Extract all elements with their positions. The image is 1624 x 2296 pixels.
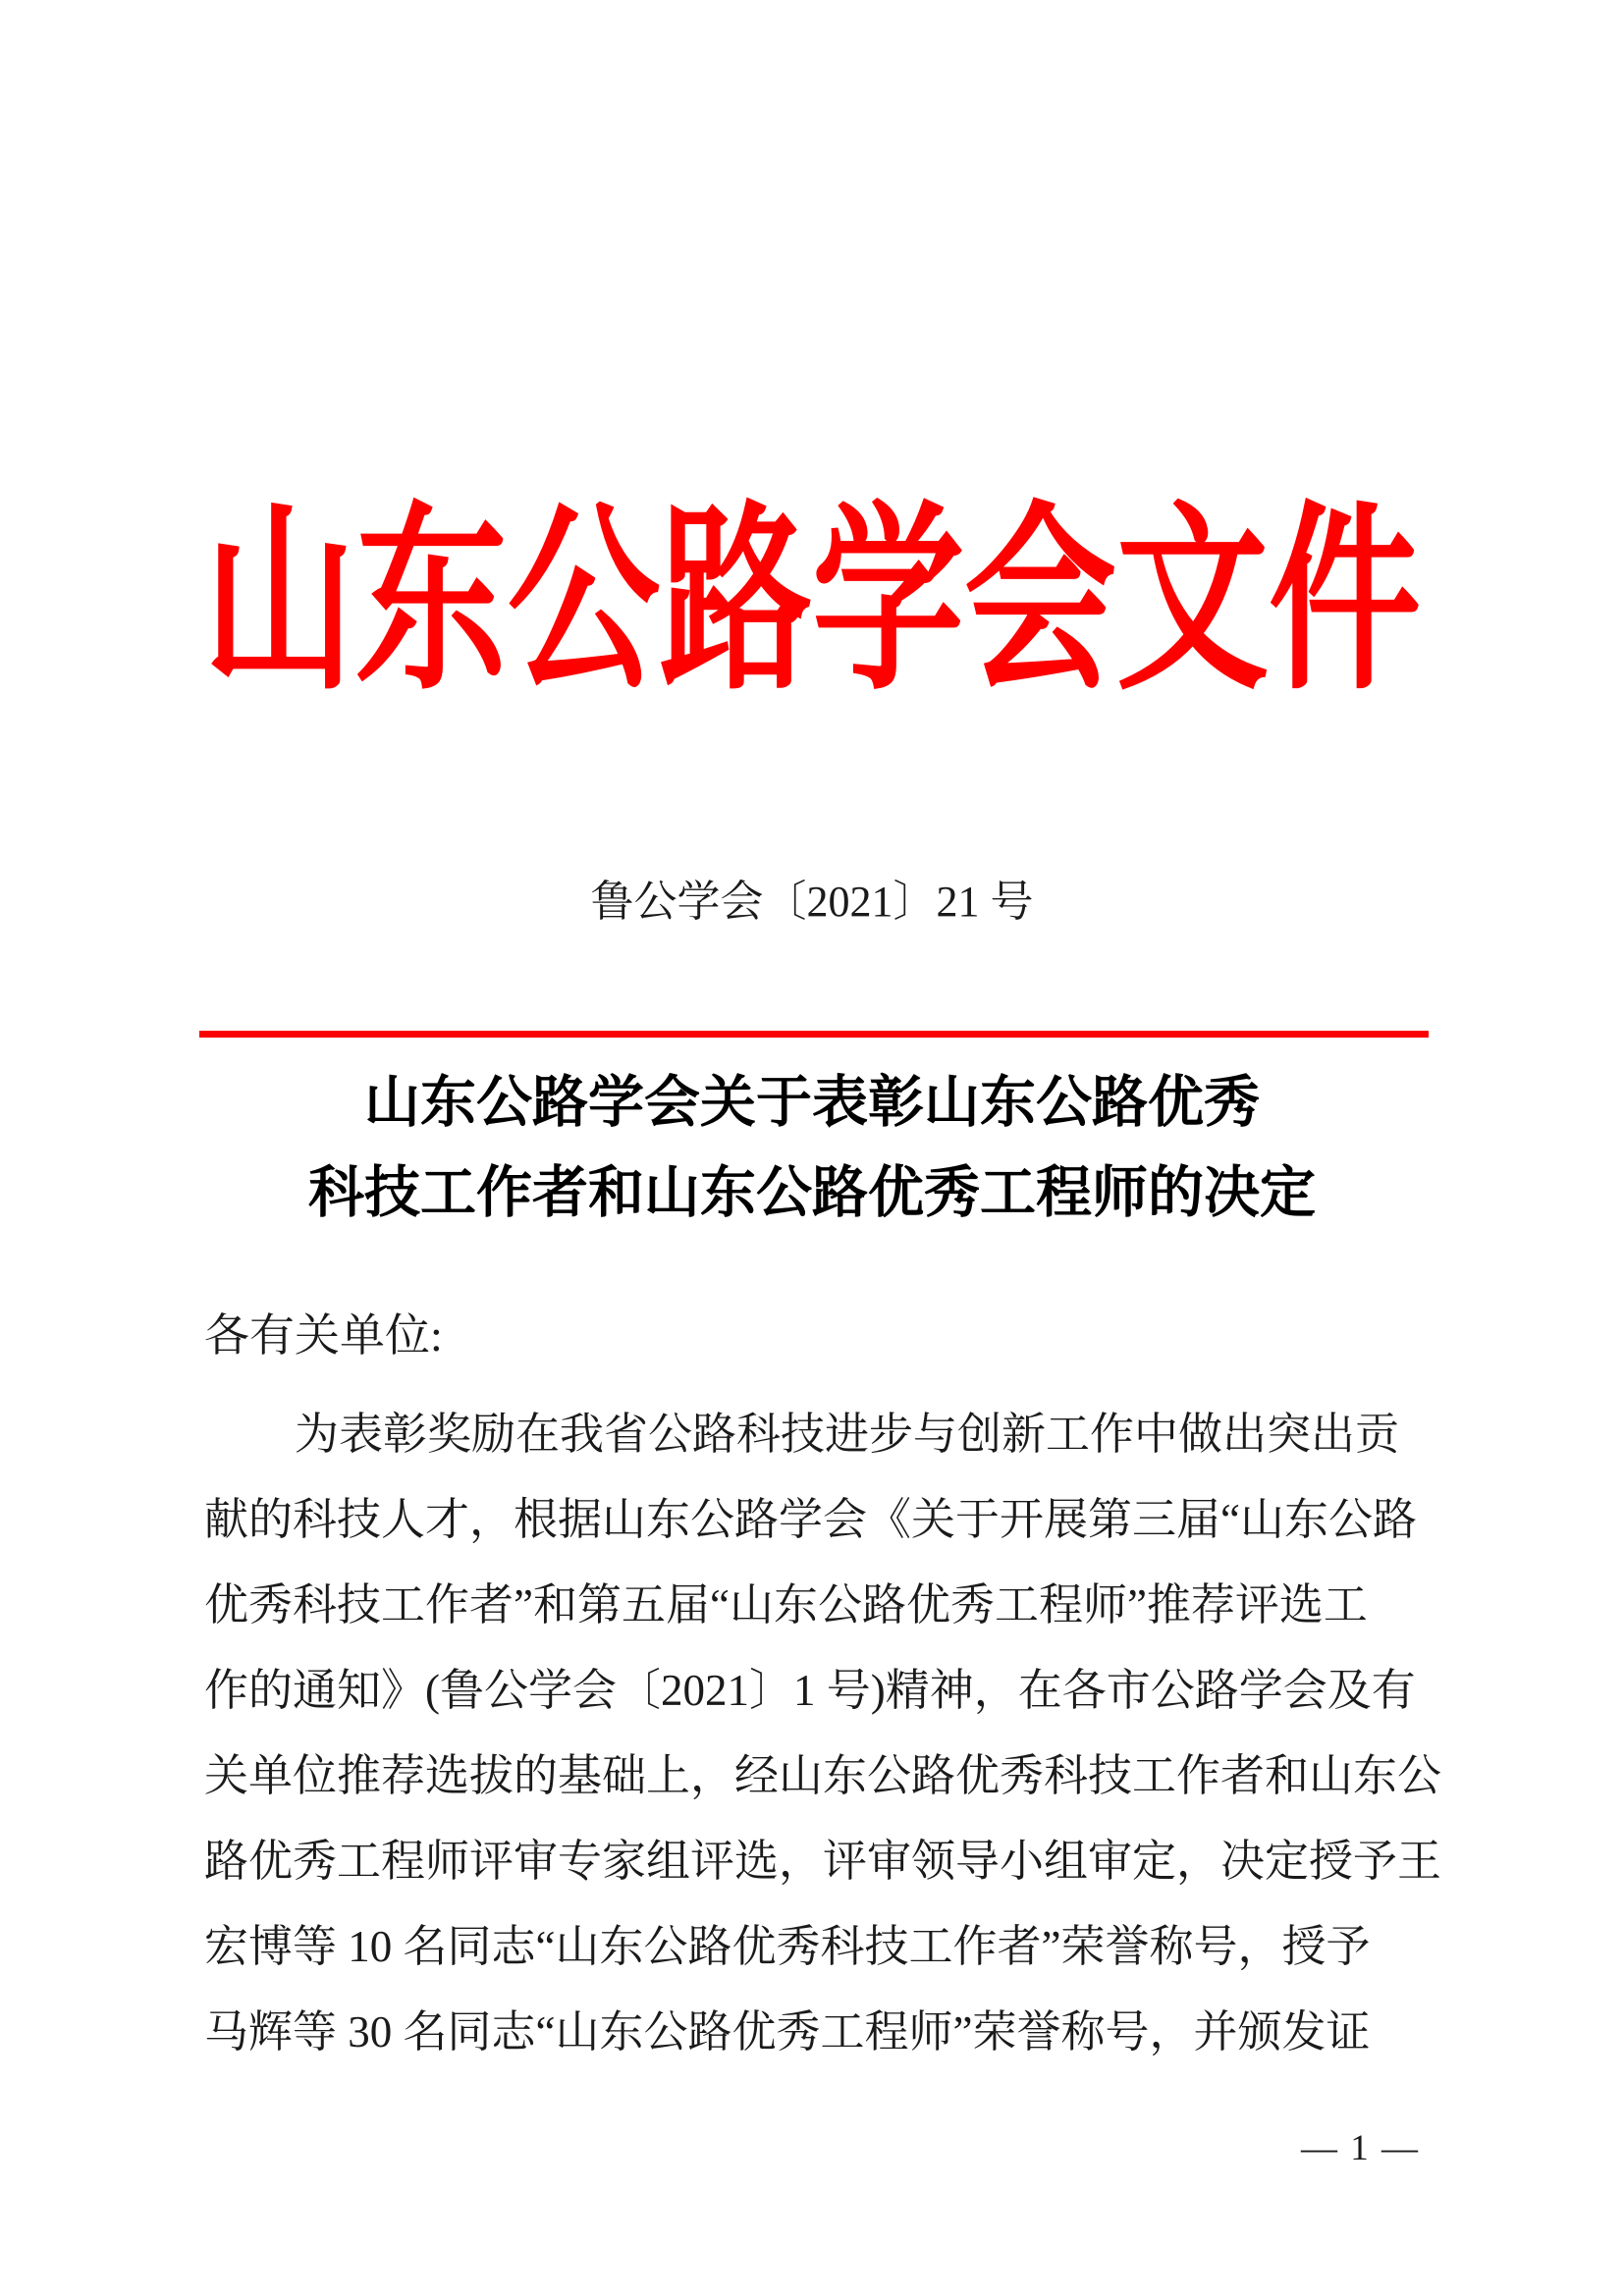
body-line: 作的通知》(鲁公学会〔2021〕1 号)精神，在各市公路学会及有 [204,1666,1416,1715]
document-title-line-2: 科技工作者和山东公路优秀工程师的决定 [308,1162,1316,1224]
body-text [204,1392,1442,2075]
body-line: 宏博等 10 名同志“山东公路优秀科技工作者”荣誉称号，授予 [204,1922,1371,1971]
page-number: — 1 — [1301,2128,1420,2168]
salutation: 各有关单位: [204,1310,443,1361]
body-line: 马辉等 30 名同志“山东公路优秀工程师”荣誉称号，并颁发证 [204,2007,1371,2056]
body-line: 优秀科技工作者”和第五届“山东公路优秀工程师”推荐评选工 [204,1580,1368,1629]
body-line: 献的科技人才，根据山东公路学会《关于开展第三届“山东公路 [204,1495,1417,1544]
body-line: 路优秀工程师评审专家组评选，评审领导小组审定，决定授予王 [204,1837,1442,1886]
body-line: 为表彰奖励在我省公路科技进步与创新工作中做出突出贡 [295,1410,1400,1459]
red-divider-line [199,1031,1429,1038]
document-title-line-1: 山东公路学会关于表彰山东公路优秀 [364,1072,1260,1134]
doc-number: 鲁公学会〔2021〕21 号 [590,878,1034,926]
letterhead-title: 山东公路学会文件 [203,491,1421,715]
document-title [0,1058,1624,1239]
body-line: 关单位推荐选拔的基础上，经山东公路优秀科技工作者和山东公 [204,1751,1442,1800]
